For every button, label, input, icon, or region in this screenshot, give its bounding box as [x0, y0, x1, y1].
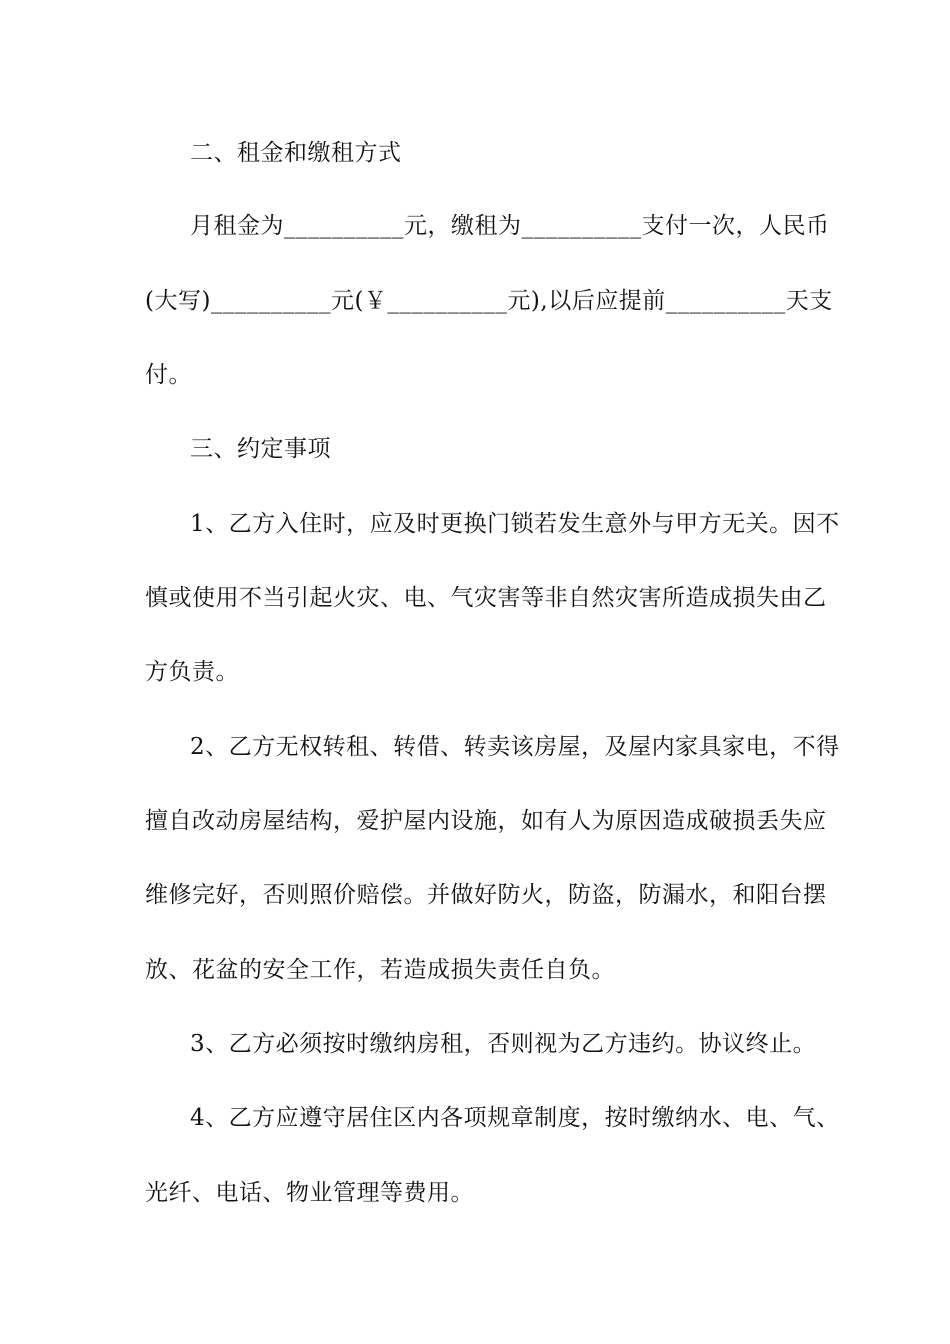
paragraph-line: (大写)__________元(￥__________元),以后应提前__________天支	[145, 288, 833, 314]
paragraph-line: 1、乙方入住时，应及时更换门锁若发生意外与甲方无关。因不	[190, 511, 840, 537]
paragraph-line: 月租金为__________元，缴租为__________支付一次，人民币	[190, 213, 830, 239]
paragraph-line: 2、乙方无权转租、转借、转卖该房屋，及屋内家具家电，不得	[190, 734, 840, 760]
paragraph-line: 3、乙方必须按时缴纳房租，否则视为乙方违约。协议终止。	[190, 1031, 817, 1057]
paragraph-line: 4、乙方应遵守居住区内各项规章制度，按时缴纳水、电、气、	[190, 1105, 840, 1131]
paragraph-line: 光纤、电话、物业管理等费用。	[145, 1180, 474, 1206]
paragraph-line: 维修完好，否则照价赔偿。并做好防火，防盗，防漏水，和阳台摆	[145, 882, 827, 908]
section-heading-terms: 三、约定事项	[190, 436, 331, 462]
paragraph-line: 擅自改动房屋结构，爱护屋内设施，如有人为原因造成破损丢失应	[145, 808, 827, 834]
paragraph-line: 慎或使用不当引起火灾、电、气灾害等非自然灾害所造成损失由乙	[145, 585, 827, 611]
paragraph-line: 付。	[145, 362, 192, 388]
paragraph-line: 放、花盆的安全工作，若造成损失责任自负。	[145, 957, 615, 983]
section-heading-rent: 二、租金和缴租方式	[190, 140, 402, 166]
paragraph-line: 方负责。	[145, 659, 239, 685]
